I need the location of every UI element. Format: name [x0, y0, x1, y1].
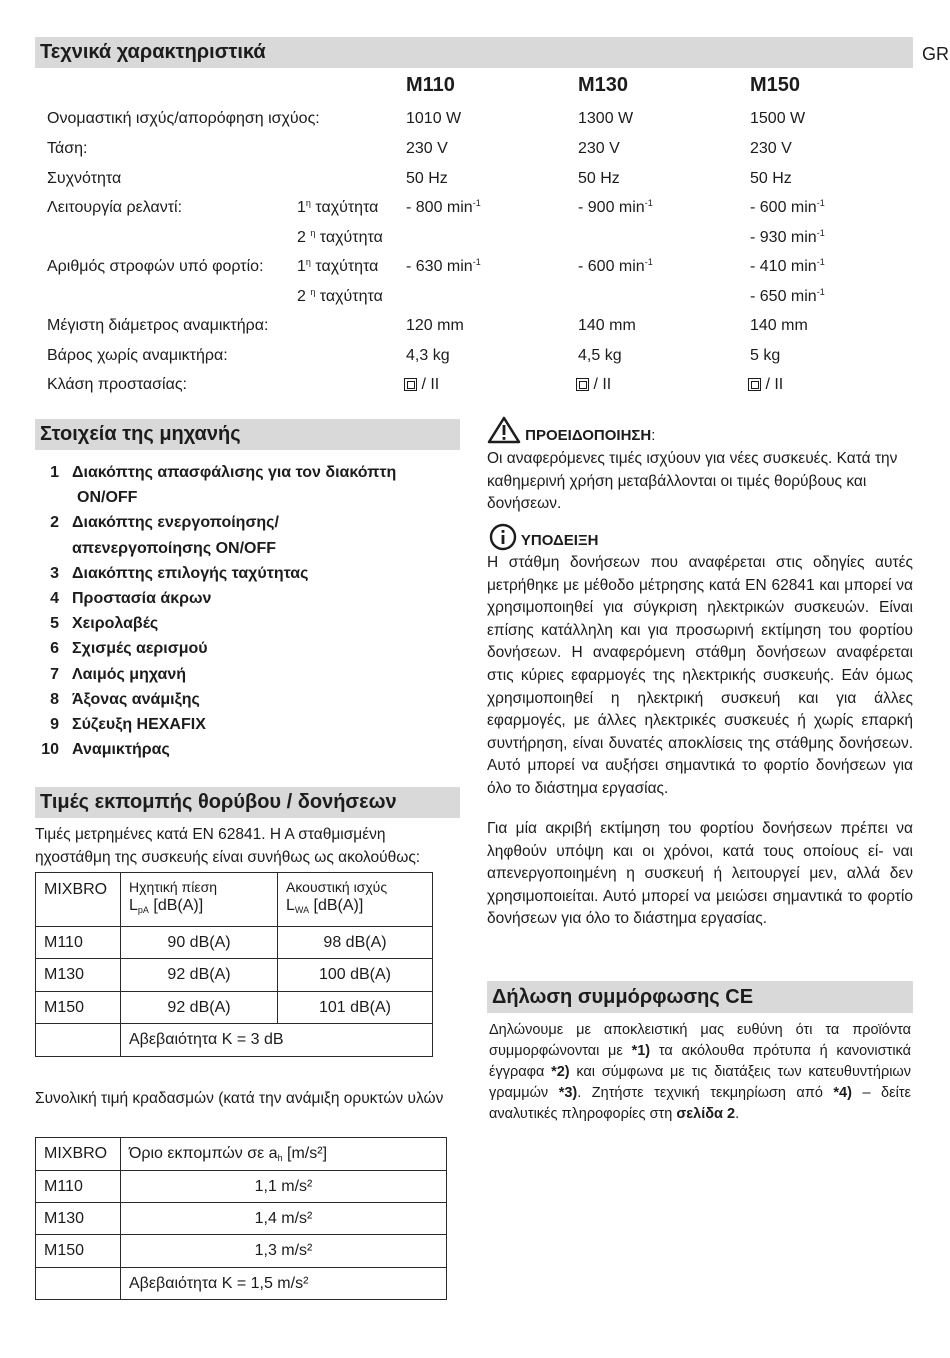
table-cell: 98 dB(A)	[278, 927, 433, 959]
table-cell: 100 dB(A)	[278, 959, 433, 992]
noise-title: Τιμές εκπομπής θορύβου / δονήσεων	[40, 791, 397, 813]
spec-value: 50 Hz	[578, 170, 620, 187]
table-cell: M150	[36, 1235, 121, 1268]
spec-value: 1500 W	[750, 110, 806, 127]
spec-label: Μέγιστη διάμετρος αναμικτήρα:	[47, 317, 269, 334]
spec-label: Ονομαστική ισχύς/απορόφηση ισχύος:	[47, 110, 320, 127]
spec-value: 1300 W	[578, 110, 634, 127]
note-heading: ΥΠΟΔΕΙΞΗ	[489, 523, 598, 551]
table-header-cell: Ακουστική ισχύς $L_{WA}$ [dB(A)]	[278, 873, 433, 927]
protection-class-ii-icon	[748, 378, 761, 391]
spec-value: 230 V	[750, 140, 792, 157]
spec-value: - 900 $\min^{-1}$	[578, 198, 653, 216]
noise-header	[35, 787, 460, 818]
table-cell: 101 dB(A)	[278, 992, 433, 1024]
table-row	[36, 1235, 447, 1268]
warning-text: Οι αναφερόμενες τιμές ισχύουν για νέες συσκευές. Κατά την καθημερινή χρήση μεταβάλλονται οι τιμές θορύβους και δονήσεων.	[487, 450, 898, 513]
table-cell: M110	[36, 927, 121, 959]
spec-label: Συχνότητα	[47, 170, 122, 187]
parts-header	[35, 419, 460, 450]
spec-value: - 800 $\min^{-1}$	[406, 198, 481, 216]
spec-value: - 630 $\min^{-1}$	[406, 257, 481, 275]
table-cell: 1,4 m/s²	[121, 1203, 447, 1235]
spec-value: / II	[748, 376, 783, 394]
table-row	[36, 1203, 447, 1235]
spec-value: 5 kg	[750, 347, 781, 364]
table-cell: M130	[36, 959, 121, 992]
table-cell: M150	[36, 992, 121, 1024]
ce-title: Δήλωση συμμόρφωσης CE	[492, 986, 754, 1008]
spec-label: Κλάση προστασίας:	[47, 376, 187, 393]
table-cell: 92 dB(A)	[121, 992, 278, 1024]
spec-sublabel: $1^\eta$ ταχύτητα	[297, 198, 379, 216]
spec-label: Αριθμός στροφών υπό φορτίο:	[47, 258, 264, 275]
note-paragraph-1: Η στάθμη δονήσεων που αναφέρεται στις οδηγίες αυτές μετρήθηκε με μέθοδο μέτρησης κατά EN 62841 και μπορεί να χρησιμοποιηθεί για σύγκριση ηλεκτρικών συσκευών. Είναι επίσης κατάλληλη και για προσωρινή εκτίμηση του φορτίου δονήσεων. Η αναφερόμενη στάθμη δονήσεων αναφέρεται στις κύριες εφαρμογές της ηλεκτρικής συσκευής. Εάν όμως χρησιμοποιηθεί η ηλεκτρική συσκευή και για άλλες εφαρμογές, με άλλες ηλεκτρικές συσκευές ή χωρίς επαρκή συντήρηση, είναι δυνατές αποκλίσεις της στάθμης δονήσεων. Αυτό μπορεί να αυξήσει σημαντικά το φορτίο δονήσεων για όλο το διάστημα εργασίας.	[487, 554, 913, 797]
spec-label: Τάση:	[47, 140, 88, 157]
spec-value: 1010 W	[406, 110, 462, 127]
ce-header	[487, 981, 913, 1013]
table-cell: 92 dB(A)	[121, 959, 278, 992]
spec-value: 230 V	[578, 140, 620, 157]
vibration-intro: Συνολική τιμή κραδασμών (κατά την ανάμιξη ορυκτών υλών	[35, 1090, 444, 1107]
table-cell	[36, 1024, 121, 1057]
table-row	[36, 992, 433, 1024]
table-cell: 1,3 m/s²	[121, 1235, 447, 1268]
table-row	[36, 1171, 447, 1203]
model-m130: M130	[578, 74, 629, 96]
spec-sublabel: 2 $^\eta$ ταχύτητα	[297, 228, 383, 246]
uncertainty-cell: Αβεβαιότητα K = 1,5 m/s²	[121, 1268, 447, 1300]
table-header-cell: Όριο εκπομπών σε $a_h$ [m/s²]	[121, 1138, 447, 1171]
table-row	[36, 1268, 447, 1300]
noise-intro: Τιμές μετρημένες κατά EN 62841. Η Α σταθμισμένη ηχοστάθμη της συσκευής είναι συνήθως ως ακολούθως:	[35, 826, 421, 866]
tech-specs-title: Τεχνικά χαρακτηριστικά	[40, 41, 266, 63]
spec-value: - 410 $\min^{-1}$	[750, 257, 825, 275]
spec-value: 4,3 kg	[406, 347, 450, 364]
table-cell: 90 dB(A)	[121, 927, 278, 959]
tech-specs-header	[35, 37, 913, 68]
language-label: GR	[922, 44, 949, 64]
spec-value: 120 mm	[406, 317, 464, 334]
spec-value: 50 Hz	[406, 170, 448, 187]
ce-text: Δηλώνουμε με αποκλειστική μας ευθύνη ότι τα προϊόντα συμμορφώνονται με *1) τα ακόλουθα πρότυπα ή κανονιστικά έγγραφα *2) και σύμφωνα με τις διατάξεις των κατευθυντήριων γραμμών *3). Ζητήστε τεχνική τεκμηρίωση από *4) – δείτε αναλυτικές πληροφορίες στη σελίδα 2.	[489, 1022, 911, 1122]
table-cell: M130	[36, 1203, 121, 1235]
spec-label: Βάρος χωρίς αναμικτήρα:	[47, 347, 228, 364]
spec-value: 230 V	[406, 140, 448, 157]
spec-value: 140 mm	[578, 317, 636, 334]
table-row	[36, 959, 433, 992]
note-paragraph-2: Για μία ακριβή εκτίμηση του φορτίου δονήσεων πρέπει να ληφθούν υπόψη και οι χρόνοι, κατά τους οποίους εί- ναι απενεργοποιημένη η συσκευή ή λειτουργεί μεν, αλλά δεν χρησιμοποιείται. Αυτό μπορεί να μειώσει σημαντικά το φορτίο δονήσεων για όλο το διάστημα εργασίας.	[487, 820, 913, 928]
table-cell: M110	[36, 1171, 121, 1203]
table-row	[36, 1138, 447, 1171]
noise-table	[35, 872, 433, 1057]
warning-heading: ΠΡΟΕΙΔΟΠΟΙΗΣΗ:	[487, 416, 655, 444]
uncertainty-cell: Αβεβαιότητα K = 3 dB	[121, 1024, 433, 1057]
spec-value: - 930 $\min^{-1}$	[750, 228, 825, 246]
spec-sublabel: 2 $^\eta$ ταχύτητα	[297, 287, 383, 305]
table-header-cell: MIXBRO	[36, 873, 121, 927]
spec-value: - 600 $\min^{-1}$	[750, 198, 825, 216]
protection-class-ii-icon	[404, 378, 417, 391]
spec-value: 4,5 kg	[578, 347, 622, 364]
model-m150: M150	[750, 74, 801, 96]
spec-value: - 600 $\min^{-1}$	[578, 257, 653, 275]
protection-class-ii-icon	[576, 378, 589, 391]
table-cell	[36, 1268, 121, 1300]
spec-value: / II	[404, 376, 439, 394]
spec-value: 140 mm	[750, 317, 808, 334]
table-header-cell: MIXBRO	[36, 1138, 121, 1171]
spec-label: Λειτουργία ρελαντί:	[47, 199, 183, 216]
table-row	[36, 1024, 433, 1057]
vibration-table	[35, 1137, 447, 1300]
spec-value: 50 Hz	[750, 170, 792, 187]
table-row	[36, 873, 433, 927]
parts-title: Στοιχεία της μηχανής	[40, 423, 241, 445]
table-row	[36, 927, 433, 959]
warning-triangle-icon	[487, 416, 521, 444]
table-header-cell: Ηχητική πίεση $L_{pA}$ [dB(A)]	[121, 873, 278, 927]
model-m110: M110	[406, 74, 455, 96]
spec-value: / II	[576, 376, 611, 394]
info-icon	[489, 523, 517, 551]
spec-sublabel: $1^\eta$ ταχύτητα	[297, 257, 379, 275]
spec-value: - 650 $\min^{-1}$	[750, 287, 825, 305]
table-cell: 1,1 m/s²	[121, 1171, 447, 1203]
